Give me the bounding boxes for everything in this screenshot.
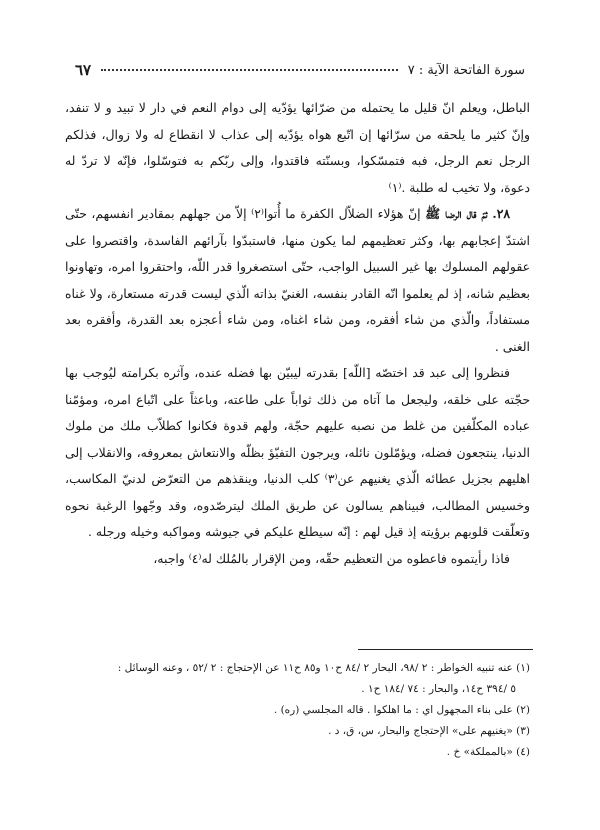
text-line: والانتعاش بمعروفه، والانقلاب إلى اهليهم بجزيل عطائه الّذي يغنيهم عن⁽٣⁾ كلب <box>65 444 530 486</box>
text-line: قدر اللّه، واحتقروا امره، وتهاونوا بعظيم شانه، إذ لم يعلموا انّه القادر بنفسه، الغنيّ <box>65 259 530 301</box>
text-line: فاذا رأيتموه فاعطوه من التعظيم حقّه، ومن الإقرار بالمُلك له⁽٤⁾ واجبه، <box>153 550 510 566</box>
text-line: كطلاّب ملك من ملوك الدنيا، ينتجعون فضله، ويؤمّلون نائله، ويرجون التفيّؤ بظلّه <box>65 418 530 460</box>
text-line: زوال، فذلكم الرجل نعم الرجل، فبه فتمسّكوا، وبسنّته فاقتدوا، وإلى ربّكم به <box>65 126 530 168</box>
footnote-line: (٣) «يغنيهم على» الإحتجاج والبحار، س، ق، د . <box>328 725 530 737</box>
page-header <box>75 55 525 85</box>
paragraph-4 <box>65 546 530 573</box>
text-line: الفاسدة، واقتصروا على عقولهم المسلوك بها غير السبيل الواجب، حتّى استصغروا <box>65 232 530 274</box>
footnote-line: (١) عنه تنبيه الخواطر : ٢ /٩٨، البحار ٢ /٨٤ ح١٠ و٨٥ ح١١ عن الإحتجاج : ٢ /٥٢ ، وعنه الوسائل : <box>117 662 530 674</box>
section-number-heading: ٢٨. ثمّ قال الرضا ﷺ <box>425 206 510 221</box>
footnote-1-continuation <box>70 679 530 700</box>
text-line: اغناه، ومن شاء أعجزه بعد القدرة، وأفقره بعد الغنى . <box>65 312 530 354</box>
text-line: الباطل، ويعلم انّ قليل ما يحتمله من ضرّائها يؤدّيه إلى دوام النعم في دار لا تبيد و لا <box>93 100 530 115</box>
footnote-3 <box>70 721 530 742</box>
text-line: لهم : إنّه سيطلع عليكم في جيوشه ومواكبه وخيله ورجله . <box>88 524 381 539</box>
text-line: انفسهم، حتّى اشتدّ إعجابهم بها، وكثر تعظيمهم لما يكون منها، فاستبدّوا بآرائهم <box>65 206 530 248</box>
footnote-line: ٥ /٣٩٤ ح١٤، والبحار : ٧٤ /١٨٤ ح١ . <box>361 683 516 695</box>
main-text <box>65 95 530 572</box>
footnote-separator <box>358 649 533 650</box>
footnote-line: (٤) «بالمملكة» خ . <box>446 746 530 758</box>
footnote-2 <box>70 700 530 721</box>
footnote-line: (٢) على بناء المجهول اي : ما اهلكوا . قاله المجلسي (ره) . <box>273 704 530 716</box>
footnote-1 <box>70 658 530 679</box>
page-number: ٦٧ <box>75 61 92 79</box>
text-line: عن طريق الملك ليترصّدوه، وقد وجّهوا الرغبة نحوه وتعلّقت قلوبهم برؤيته إذ قيل <box>65 497 530 539</box>
text-line: ليُوجب بها حجّته على خلقه، وليجعل ما آتاه من ذلك ثواباً على طاعته، وباعثاً على <box>65 365 530 407</box>
running-header-title: سورة الفاتحة الآية : ٧ <box>407 62 525 78</box>
text-line: اتّباع امره، ومؤمّنا عباده المكلّفين من غلط من نصبه عليهم حجّة، ولهم قدوة فكانوا <box>65 391 530 433</box>
paragraph-2 <box>65 201 530 360</box>
header-dotted-leader <box>101 69 398 71</box>
text-line: إنّ هؤلاء الضلاّل الكفرة ما أُتوا⁽٢⁾ إلاّ من جهلهم بمقادير <box>138 206 426 221</box>
footnotes <box>70 658 530 763</box>
paragraph-3 <box>65 360 530 546</box>
footnote-4 <box>70 742 530 763</box>
text-line: الدنيا، وينقذهم من التعرّض لدنيّ المكاسب، وخسيس المطالب، فبيناهم يسالون <box>65 471 530 513</box>
text-line: تنفد، وإنّ كثير ما يلحقه من سرّائها إن اتّبع هواه يؤدّيه إلى عذاب لا انقطاع له ولا <box>65 100 530 142</box>
text-line: بذاته الّذي ليست قدرته مستعارة، ولا غناه مستفاداً، والّذي من شاء أفقره، ومن شاء <box>65 285 530 327</box>
text-line: فنظروا إلى عبد قد اختصّه [اللّه] بقدرته ليبيّن بها فضله عنده، وآثره بكرامته <box>121 365 510 380</box>
text-line: فتوسّلوا، فإنّه لا تردّ له دعوة، ولا تخيب له طلبة .⁽١⁾ <box>65 153 530 195</box>
paragraph-1 <box>65 95 530 201</box>
